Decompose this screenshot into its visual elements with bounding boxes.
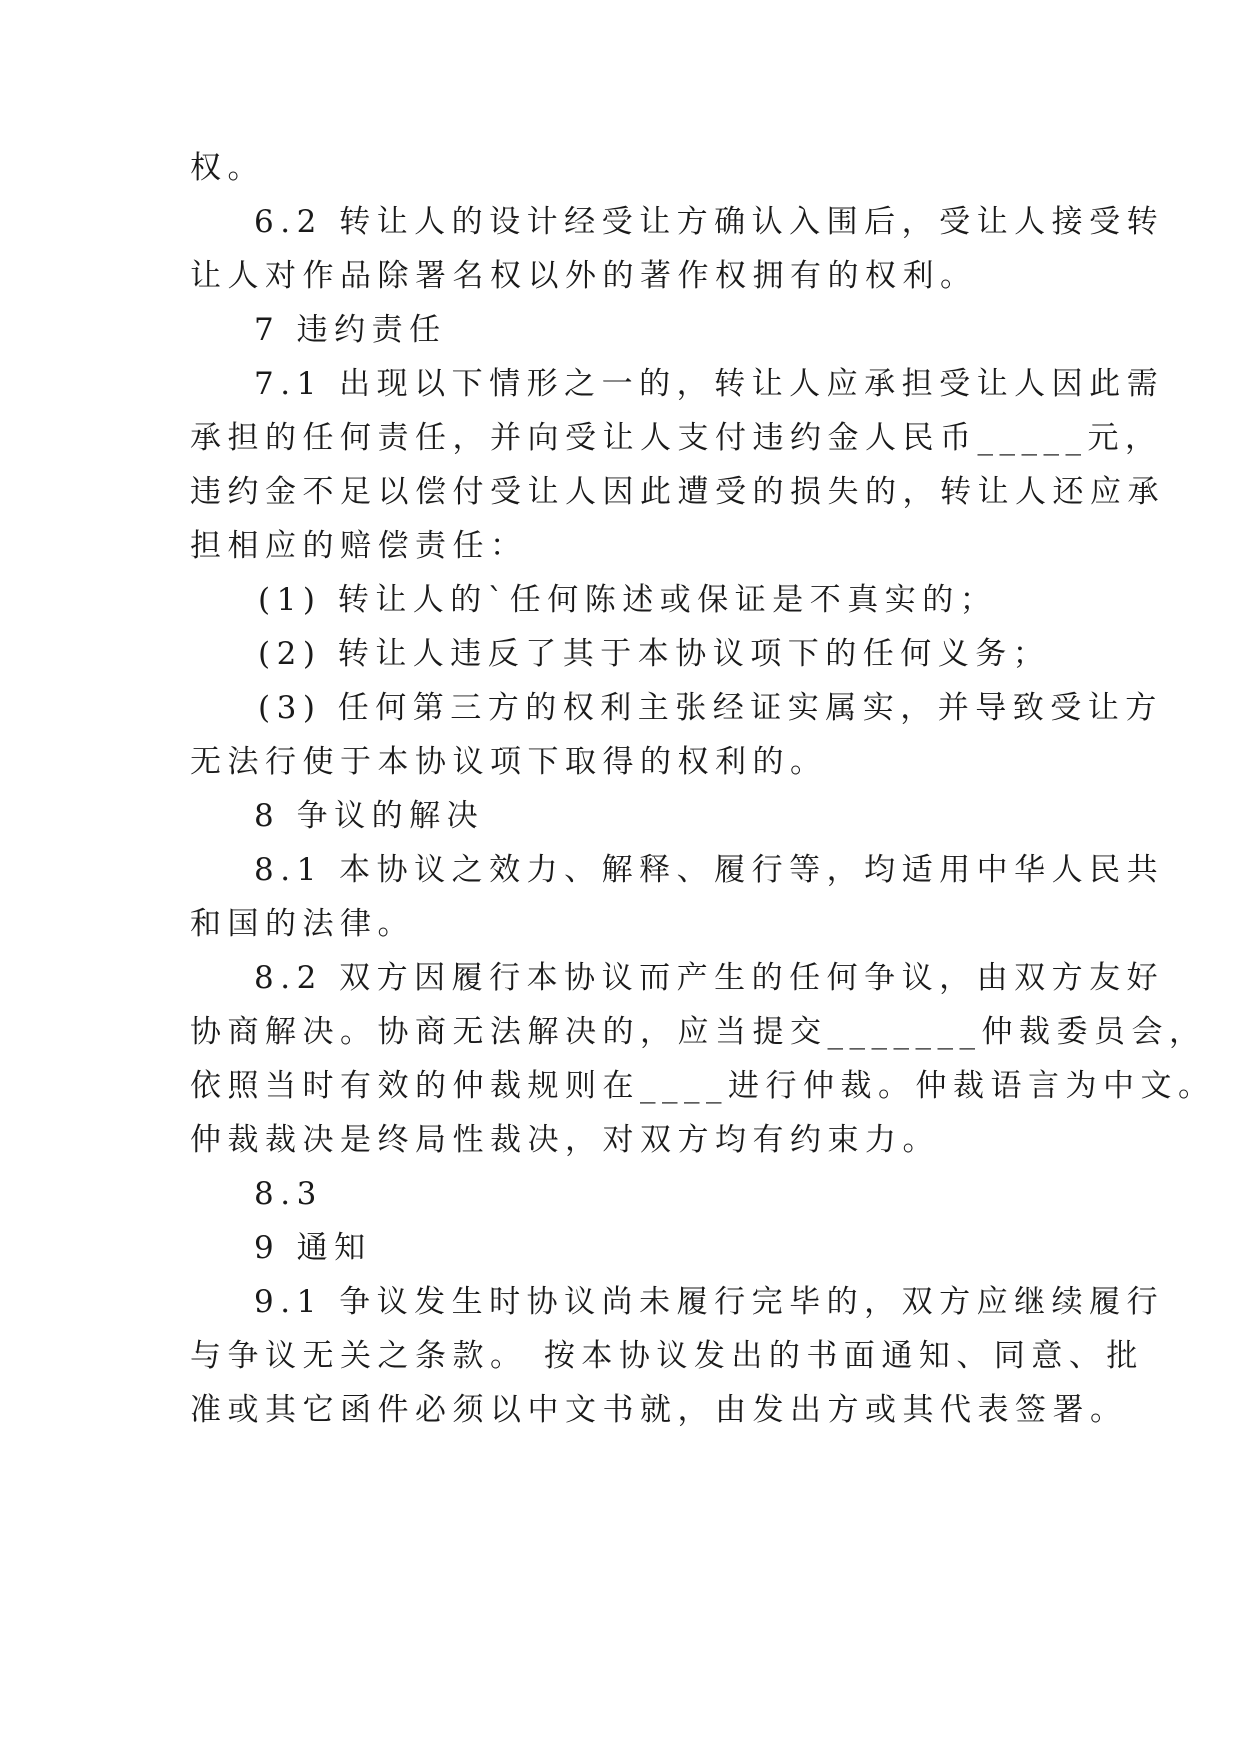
list-item: (3) 任何第三方的权利主张经证实属实，并导致受让方 [258, 690, 1163, 726]
text-line: 8.3 [254, 1176, 323, 1212]
list-item: (1) 转让人的`任何陈述或保证是不真实的； [258, 582, 998, 618]
text-line: 协商解决。协商无法解决的，应当提交_______仲裁委员会， [190, 1014, 1207, 1050]
text-line: 7.1 出现以下情形之一的，转让人应承担受让人因此需 [254, 366, 1165, 402]
text-line: 和国的法律。 [190, 906, 415, 942]
text-line: 无法行使于本协议项下取得的权利的。 [190, 744, 828, 780]
text-line: 承担的任何责任，并向受让人支付违约金人民币_____元， [190, 420, 1163, 456]
section-heading: 7 违约责任 [254, 312, 447, 348]
section-heading: 8 争议的解决 [254, 798, 485, 834]
text-line: 9.1 争议发生时协议尚未履行完毕的，双方应继续履行 [254, 1284, 1165, 1320]
text-line: 权。 [190, 150, 265, 186]
text-line: 8.2 双方因履行本协议而产生的任何争议，由双方友好 [254, 960, 1165, 996]
text-line: 8.1 本协议之效力、解释、履行等，均适用中华人民共 [254, 852, 1165, 888]
text-line: 担相应的赔偿责任： [190, 528, 528, 564]
section-heading: 9 通知 [254, 1230, 372, 1266]
text-line: 仲裁裁决是终局性裁决，对双方均有约束力。 [190, 1122, 940, 1158]
text-line: 准或其它函件必须以中文书就，由发出方或其代表签署。 [190, 1392, 1128, 1428]
text-line: 违约金不足以偿付受让人因此遭受的损失的，转让人还应承 [190, 474, 1165, 510]
text-line: 依照当时有效的仲裁规则在____进行仲裁。仲裁语言为中文。 [190, 1068, 1216, 1104]
list-item: (2) 转让人违反了其于本协议项下的任何义务； [258, 636, 1051, 672]
text-line: 与争议无关之条款。 按本协议发出的书面通知、同意、批 [190, 1338, 1144, 1374]
text-line: 让人对作品除署名权以外的著作权拥有的权利。 [190, 258, 978, 294]
text-line: 6.2 转让人的设计经受让方确认入围后，受让人接受转 [254, 204, 1165, 240]
